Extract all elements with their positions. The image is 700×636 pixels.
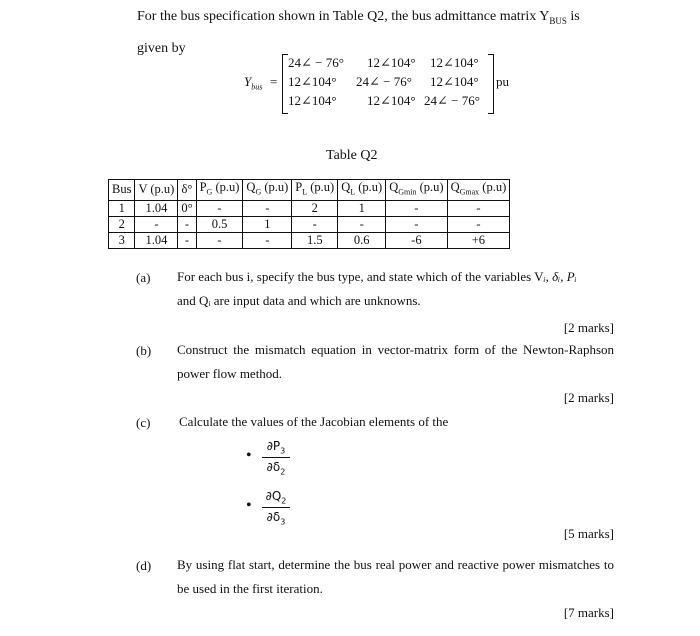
bus-data-table — [108, 179, 510, 249]
question-c-label: (c) — [136, 415, 151, 430]
header-voltage: V (p.u) — [135, 180, 178, 201]
table-cell: - — [196, 232, 243, 248]
bullet-icon: • — [246, 447, 252, 464]
table-caption: Table Q2 — [326, 148, 378, 163]
table-cell: 1.04 — [135, 200, 178, 216]
question-c-text: Calculate the values of the Jacobian elements of the — [179, 414, 449, 429]
matrix-cell: 12∠104° — [367, 93, 416, 108]
header-qgmin: $Q_{Gmin}$ (p.u) — [386, 180, 447, 201]
question-d-label: (d) — [136, 558, 152, 573]
matrix-cell: 12∠104° — [430, 55, 479, 70]
table-cell: - — [386, 200, 447, 216]
question-d-text: By using flat start, determine the bus real power and reactive power mismatches to be used in the first iteration. — [177, 557, 614, 596]
header-qg: $Q_G$ (p.u) — [243, 180, 292, 201]
matrix-equals: = — [270, 74, 278, 89]
table-cell: +6 — [447, 232, 510, 248]
matrix-row-3 — [288, 93, 486, 111]
matrix-bracket-right — [488, 54, 494, 114]
table-cell: - — [386, 216, 447, 232]
question-b-text: Construct the mismatch equation in vector-matrix form of the Newton-Raphson power flow method. — [177, 342, 614, 381]
table-cell: 0.6 — [338, 232, 386, 248]
table-row — [109, 216, 510, 232]
matrix-cell: 12∠104° — [430, 74, 479, 89]
frac2-denominator: $\partial\delta_3$ — [266, 510, 286, 527]
matrix-row-1 — [288, 55, 486, 73]
matrix-label-sub: bus — [251, 82, 263, 92]
question-a-label: (a) — [136, 270, 151, 285]
question-a-line2: and Qᵢ are input data and which are unknowns. — [177, 293, 421, 308]
table-header-row — [109, 180, 510, 201]
table-cell: 2 — [292, 200, 338, 216]
matrix-label-y: Y — [244, 74, 252, 89]
header-ql: $Q_L$ (p.u) — [338, 180, 386, 201]
matrix-unit: pu — [496, 74, 509, 89]
jacobian-dp3-dd2 — [262, 439, 290, 477]
matrix-label — [244, 74, 262, 92]
matrix-cell: 12∠104° — [367, 55, 416, 70]
table-cell: 1 — [243, 216, 292, 232]
table-cell: 0° — [178, 200, 196, 216]
table-cell: - — [243, 200, 292, 216]
table-cell: - — [338, 216, 386, 232]
question-a-marks: [2 marks] — [563, 320, 614, 335]
matrix-cell: 24∠ − 76° — [288, 55, 344, 70]
matrix-cell: 24∠ − 76° — [424, 93, 480, 108]
header-bus: Bus — [109, 180, 135, 201]
table-cell: - — [243, 232, 292, 248]
table-cell: -6 — [386, 232, 447, 248]
header-pl: $P_L$ (p.u) — [292, 180, 338, 201]
header-angle: δ° — [178, 180, 196, 201]
header-qgmax: $Q_{Gmax}$ (p.u) — [447, 180, 510, 201]
question-d-marks: [7 marks] — [563, 605, 614, 620]
question-b-marks: [2 marks] — [563, 390, 614, 405]
table-cell: 1 — [109, 200, 135, 216]
table-cell: 1.04 — [135, 232, 178, 248]
frac1-denominator: $\partial\delta_2$ — [266, 460, 286, 477]
frac2-numerator: $\partial Q_2$ — [262, 489, 290, 508]
question-a-line1: For each bus i, specify the bus type, and state which of the variables V — [177, 269, 544, 284]
table-cell: - — [196, 200, 243, 216]
matrix-cell: 12∠104° — [288, 74, 337, 89]
intro-subscript: BUS — [549, 15, 567, 26]
question-c-marks: [5 marks] — [563, 526, 614, 541]
bullet-icon: • — [246, 497, 252, 514]
matrix-cell: 24∠ − 76° — [356, 74, 412, 89]
table-cell: 0.5 — [196, 216, 243, 232]
table-row — [109, 232, 510, 248]
matrix-cell: 12∠104° — [288, 93, 337, 108]
table-cell: 1 — [338, 200, 386, 216]
intro-line: For the bus specification shown in Table Q2, the bus admittance matrix Y — [137, 9, 550, 24]
table-cell: - — [447, 200, 510, 216]
frac1-numerator: $\partial P_3$ — [262, 439, 290, 458]
table-cell: 3 — [109, 232, 135, 248]
table-cell: 1.5 — [292, 232, 338, 248]
admittance-matrix — [244, 52, 524, 114]
intro-end: is given by — [137, 9, 580, 56]
question-b-label: (b) — [136, 343, 152, 358]
jacobian-dq2-dd3 — [262, 489, 290, 527]
table-cell: - — [178, 216, 196, 232]
question-a-vars: ᵢ, δᵢ, Pᵢ — [543, 269, 577, 284]
header-pg: $P_G$ (p.u) — [196, 180, 243, 201]
matrix-row-2 — [288, 74, 486, 92]
table-cell: - — [178, 232, 196, 248]
table-cell: - — [135, 216, 178, 232]
table-row — [109, 200, 510, 216]
table-cell: - — [292, 216, 338, 232]
table-cell: - — [447, 216, 510, 232]
question-a-text — [177, 265, 614, 313]
table-cell: 2 — [109, 216, 135, 232]
